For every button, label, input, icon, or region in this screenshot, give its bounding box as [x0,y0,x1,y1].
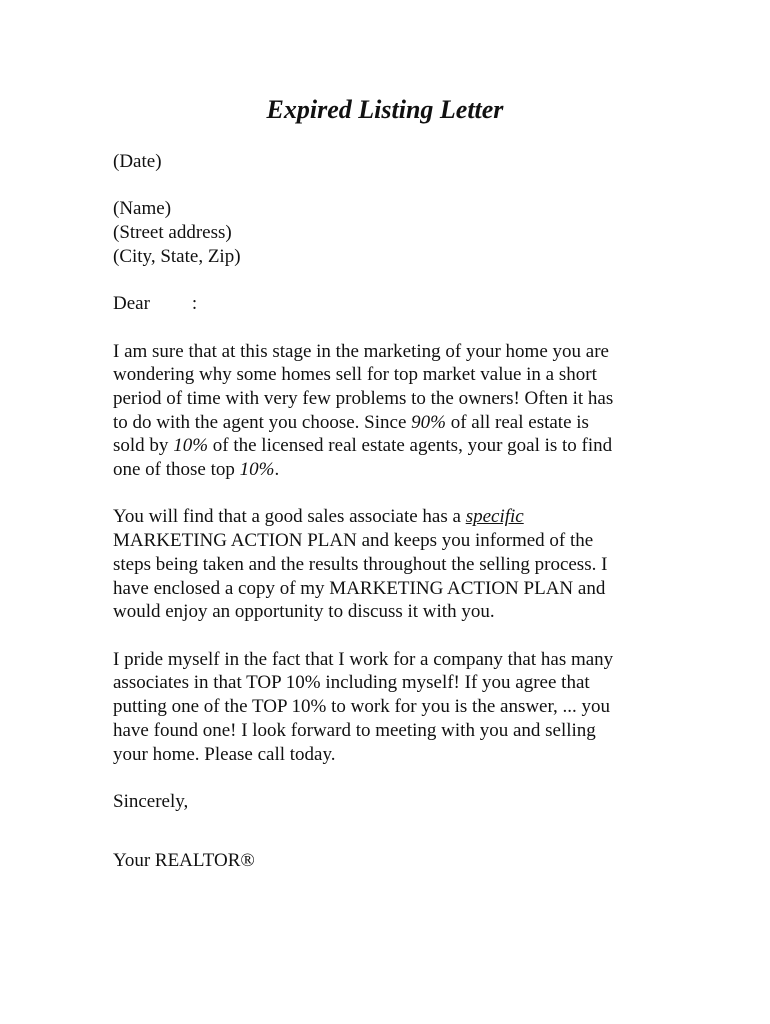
specific-emphasis: specific [465,506,524,528]
salutation-colon: : [191,293,198,315]
paragraph-1 [113,340,673,482]
signature [113,849,673,873]
recipient-street: (Street address) [113,222,232,244]
salutation-text: Dear [113,293,150,315]
p2-line-4: have enclosed a copy of my MARKETING ACTION PLAN and [113,577,606,599]
p1-line-1: I am sure that at this stage in the marketing of your home you are [113,340,609,362]
salutation [113,292,673,316]
recipient-address [113,197,673,268]
p1-percent-10-b: 10% [239,459,275,481]
p2-line-2: MARKETING ACTION PLAN and keeps you informed of the [113,530,594,552]
date-line: (Date) [113,151,162,172]
p3-line-1: I pride myself in the fact that I work for a company that has many [113,648,614,670]
p1-line-4-rest: of all real estate is [445,411,589,433]
p1-line-5-rest: of the licensed real estate agents, your goal is to find [208,435,613,457]
paragraph-3 [113,648,673,767]
letter-body [113,150,673,872]
page-title: Expired Listing Letter [266,95,504,124]
paragraph-2 [113,505,673,624]
recipient-name: (Name) [113,198,172,220]
p3-line-4: have found one! I look forward to meeting with you and selling [113,719,596,741]
p1-line-6-text: one of those top [113,459,240,481]
p2-line-1 [113,505,673,529]
recipient-city: (City, State, Zip) [113,245,241,267]
p1-line-6 [113,458,673,482]
p1-line-5 [113,434,673,458]
p3-line-5: your home. Please call today. [113,743,336,765]
p2-line-5: would enjoy an opportunity to discuss it with you. [113,601,495,623]
p1-line-4-text: to do with the agent you choose. Since [113,411,412,433]
p3-line-2: associates in that TOP 10% including myself! If you agree that [113,672,590,694]
p1-line-5-text: sold by [113,435,174,457]
p2-line-3: steps being taken and the results throughout the selling process. I [113,553,608,575]
p3-line-3: putting one of the TOP 10% to work for you is the answer, ... you [113,696,611,718]
p1-percent-90: 90% [411,411,446,433]
p1-line-4 [113,411,673,435]
p2-line-1-text: You will find that a good sales associate has a [113,506,466,528]
p1-line-2: wondering why some homes sell for top market value in a short [113,364,597,386]
signature-text: Your REALTOR® [113,849,255,871]
closing [113,790,673,814]
date-placeholder [113,150,673,174]
p1-percent-10: 10% [173,435,209,457]
p1-line-3: period of time with very few problems to the owners! Often it has [113,387,614,409]
closing-text: Sincerely, [113,790,189,812]
p1-line-6-rest: . [274,459,280,481]
